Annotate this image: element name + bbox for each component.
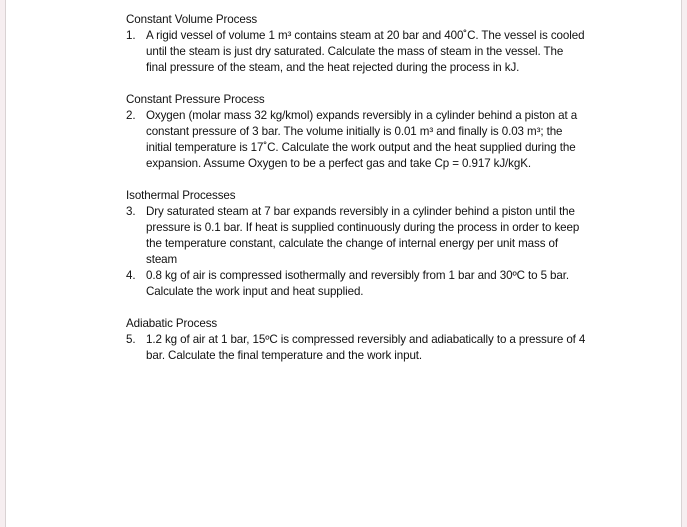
section-isothermal	[126, 188, 586, 300]
problem-number: 3.	[126, 205, 136, 218]
problem-number: 4.	[126, 269, 136, 282]
problem-text: 1.2 kg of air at 1 bar, 15ºC is compressed reversibly and adiabatically to a pressure of 4 bar. Calculate the final temperature and the work input.	[146, 333, 586, 362]
problem-text: 0.8 kg of air is compressed isothermally and reversibly from 1 bar and 30ºC to 5 bar. Calculate the work input and heat supplied.	[146, 269, 569, 298]
section-title: Constant Volume Process	[126, 13, 258, 26]
section-title: Constant Pressure Process	[126, 93, 265, 106]
problem-item	[126, 268, 586, 300]
section-adiabatic	[126, 316, 586, 364]
problem-text: A rigid vessel of volume 1 m³ contains steam at 20 bar and 400˚C. The vessel is cooled until the steam is just dry saturated. Calculate the mass of steam in the vessel. The final pressure of the steam, and the heat rejected during the process in kJ.	[146, 29, 585, 74]
problem-number: 5.	[126, 333, 136, 346]
right-page-edge	[681, 0, 687, 527]
problem-item	[126, 204, 586, 268]
problem-text: Oxygen (molar mass 32 kg/kmol) expands reversibly in a cylinder behind a piston at a constant pressure of 3 bar. The volume initially is 0.01 m³ and finally is 0.03 m³; the initial temperature is 17˚C. Calculate the work output and the heat supplied during the expansion. Assume Oxygen to be a perfect gas and take Cp = 0.917 kJ/kgK.	[146, 109, 578, 170]
section-title: Adiabatic Process	[126, 317, 218, 330]
problem-text: Dry saturated steam at 7 bar expands reversibly in a cylinder behind a piston until the pressure is 0.1 bar. If heat is supplied continuously during the process in order to keep the temperature constant, calculate the change of internal energy per unit mass of steam	[146, 205, 580, 266]
problem-item	[126, 332, 586, 364]
problem-number: 1.	[126, 29, 136, 42]
left-page-edge	[0, 0, 6, 527]
section-title: Isothermal Processes	[126, 189, 236, 202]
problem-item	[126, 108, 586, 172]
section-constant-pressure	[126, 92, 586, 172]
document-body	[126, 12, 586, 380]
problem-item	[126, 28, 586, 76]
problem-number: 2.	[126, 109, 136, 122]
section-constant-volume	[126, 12, 586, 76]
